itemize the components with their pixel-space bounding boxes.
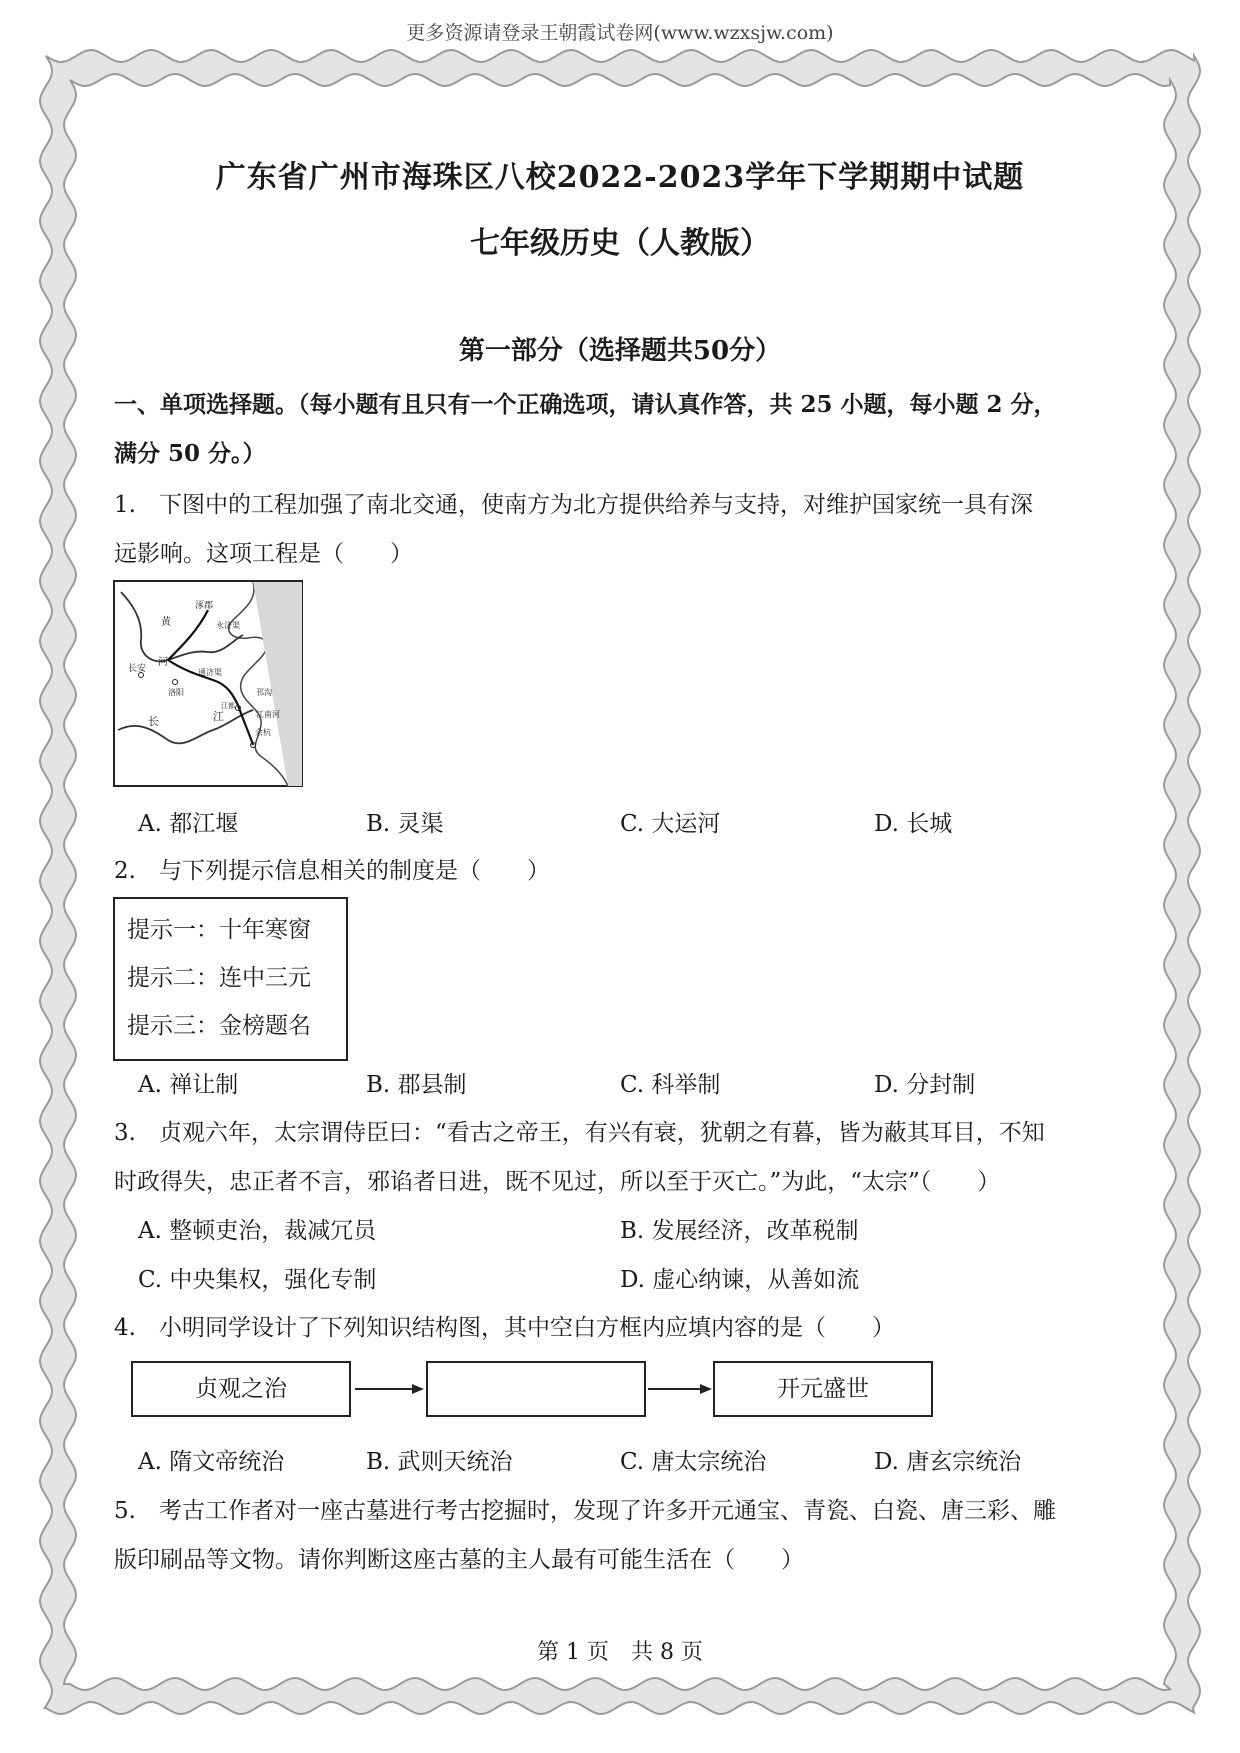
q3-option-d[interactable]: D. 虚心纳谏，从善如流 [620,1267,860,1293]
q4-option-b[interactable]: B. 武则天统治 [366,1449,513,1475]
page-subtitle: 七年级历史（人教版） [470,226,770,261]
q2-hint-3: 提示三：金榜题名 [127,1013,311,1039]
map-label-zhuojun: 涿郡 [195,601,214,611]
q4-stem: 4. 小明同学设计了下列知识结构图，其中空白方框内应填内容的是（ ） [114,1315,895,1341]
q1-option-d[interactable]: D. 长城 [874,811,953,837]
q5-stem-line1: 5. 考古工作者对一座古墓进行考古挖掘时，发现了许多开元通宝、青瓷、白瓷、唐三彩、雕 [114,1498,1056,1524]
q3-option-c[interactable]: C. 中央集权，强化专制 [138,1267,377,1293]
section-instructions-line2: 满分 50 分。） [114,440,266,467]
q3-option-a[interactable]: A. 整顿吏治，裁减冗员 [138,1218,377,1244]
map-label-hangou: 邗沟 [256,688,272,697]
q2-stem: 2. 与下列提示信息相关的制度是（ ） [114,858,550,884]
q3-stem-line2: 时政得失，忠正者不言，邪谄者日进，既不见过，所以至于灭亡。”为此，“太宗”（ ） [114,1169,1001,1195]
q1-option-c[interactable]: C. 大运河 [620,811,721,837]
q4-flow-arrows [350,1360,720,1420]
grand-canal-map [113,580,303,787]
map-label-chang: 长 [148,715,159,728]
part-heading: 第一部分（选择题共50分） [458,336,782,366]
map-label-yuhang: 余杭 [255,728,271,737]
q4-option-a[interactable]: A. 隋文帝统治 [138,1449,285,1475]
map-label-huang: 黄 [161,617,171,628]
q2-option-d[interactable]: D. 分封制 [874,1072,976,1098]
q4-box-zhenguan: 贞观之治 [131,1361,351,1417]
map-label-changan: 长安 [128,664,147,674]
map-label-jiangdu: 江都 [221,702,235,710]
map-label-he: 河 [158,657,168,668]
header-note: 更多资源请登录王朝霞试卷网(www.wzxsjw.com) [406,22,834,44]
page-number: 第 1 页 共 8 页 [537,1640,703,1665]
q1-stem-line2: 远影响。这项工程是（ ） [114,541,413,567]
q4-option-d[interactable]: D. 唐玄宗统治 [874,1449,1022,1475]
q2-hint-2: 提示二：连中三元 [127,965,311,991]
q2-option-a[interactable]: A. 禅让制 [138,1072,239,1098]
section-instructions-line1: 一、单项选择题。（每小题有且只有一个正确选项，请认真作答，共 25 小题，每小题 2 分， [114,391,1057,418]
map-label-jiang: 江 [213,710,224,723]
map-label-tongjiqu: 通济渠 [198,668,222,677]
q1-option-b[interactable]: B. 灵渠 [366,811,444,837]
map-label-yongjiqu: 永济渠 [216,621,240,630]
map-label-jiangnanhe: 江南河 [256,710,280,719]
q4-box-kaiyuan: 开元盛世 [713,1361,933,1417]
q2-hint-1: 提示一：十年寒窗 [127,917,311,943]
q4-option-c[interactable]: C. 唐太宗统治 [620,1449,767,1475]
q3-option-b[interactable]: B. 发展经济，改革税制 [620,1218,859,1244]
q1-stem-line1: 1. 下图中的工程加强了南北交通，使南方为北方提供给养与支持，对维护国家统一具有深 [114,492,1033,518]
q2-option-c[interactable]: C. 科举制 [620,1072,721,1098]
map-label-luoyang: 洛阳 [168,688,184,697]
page-title: 广东省广州市海珠区八校2022-2023学年下学期期中试题 [215,160,1025,195]
q3-stem-line1: 3. 贞观六年，太宗谓侍臣曰：“看古之帝王，有兴有衰，犹朝之有暮，皆为蔽其耳目，不知 [114,1120,1045,1146]
q2-option-b[interactable]: B. 郡县制 [366,1072,467,1098]
q5-stem-line2: 版印刷品等文物。请你判断这座古墓的主人最有可能生活在（ ） [114,1547,804,1573]
q1-option-a[interactable]: A. 都江堰 [138,811,239,837]
